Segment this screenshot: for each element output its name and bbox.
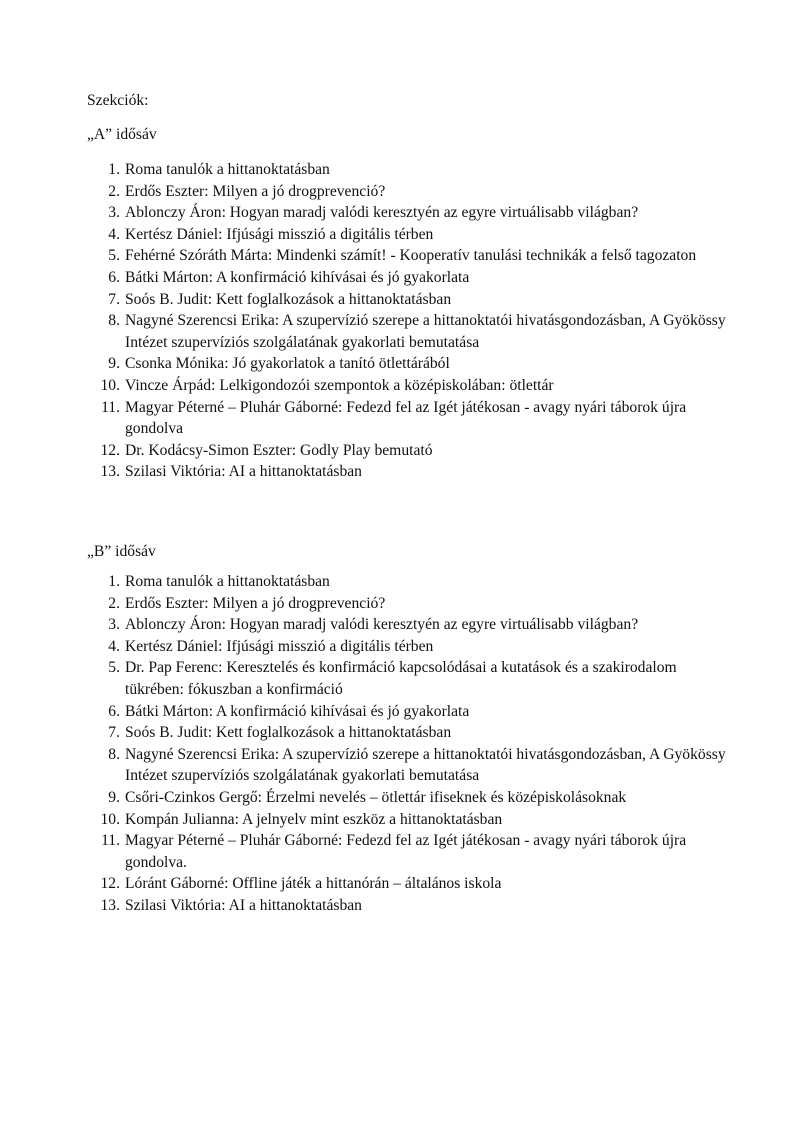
- item-text: Soós B. Judit: Kett foglalkozások a hittanoktatásban: [125, 724, 452, 742]
- item-number: 1.: [108, 161, 120, 178]
- item-text: Kertész Dániel: Ifjúsági misszió a digitális térben: [125, 637, 434, 655]
- item-text: Nagyné Szerencsi Erika: A szupervízió szerepe a hittanoktatói hivatásgondozásban, A Gyökössy Intézet szupervíziós szolgálatának gyakorlati bemutatása: [125, 312, 726, 351]
- item-number: 10.: [100, 810, 120, 828]
- list-item: [87, 571, 727, 593]
- item-number: 13.: [100, 896, 120, 914]
- item-text: Roma tanulók a hittanoktatásban: [125, 573, 330, 590]
- list-item: [87, 267, 727, 289]
- item-number: 13.: [100, 463, 120, 481]
- list-item: [87, 657, 727, 700]
- list-item: [87, 159, 727, 181]
- list-item: [87, 440, 727, 462]
- item-text: Bátki Márton: A konfirmáció kihívásai és jó gyakorlata: [125, 268, 470, 286]
- list-item: [87, 722, 727, 744]
- item-text: Soós B. Judit: Kett foglalkozások a hittanoktatásban: [125, 290, 452, 308]
- list-item: [87, 744, 727, 787]
- list-item: [87, 310, 727, 353]
- list-item: [87, 461, 727, 483]
- item-text: Dr. Kodácsy-Simon Eszter: Godly Play bemutató: [125, 441, 433, 459]
- item-number: 2.: [108, 594, 120, 612]
- item-number: 7.: [108, 290, 120, 308]
- item-text: Bátki Márton: A konfirmáció kihívásai és jó gyakorlata: [125, 702, 470, 720]
- list-item: [87, 830, 727, 873]
- item-text: Ablonczy Áron: Hogyan maradj valódi keresztyén az egyre virtuálisabb világban?: [125, 616, 639, 634]
- item-text: Szilasi Viktória: AI a hittanoktatásban: [125, 896, 362, 914]
- item-text: Lóránt Gáborné: Offline játék a hittanórán – általános iskola: [125, 875, 502, 893]
- section-b-heading: „B” idősáv: [87, 543, 156, 560]
- list-item: [87, 289, 727, 311]
- item-number: 5.: [108, 247, 120, 265]
- list-item: [87, 593, 727, 615]
- item-number: 9.: [108, 355, 120, 373]
- item-number: 10.: [100, 376, 120, 394]
- item-text: Erdős Eszter: Milyen a jó drogprevenció?: [125, 594, 386, 612]
- item-number: 8.: [108, 312, 120, 330]
- item-text: Kompán Julianna: A jelnyelv mint eszköz a hittanoktatásban: [125, 810, 503, 828]
- item-text: Magyar Péterné – Pluhár Gáborné: Fedezd fel az Igét játékosan - avagy nyári táborok újra gondolva: [125, 398, 687, 438]
- item-number: 9.: [108, 788, 120, 806]
- item-number: 12.: [100, 441, 120, 459]
- item-number: 3.: [108, 204, 120, 222]
- document-title: Szekciók:: [87, 92, 149, 109]
- item-number: 8.: [108, 745, 120, 763]
- list-item: [87, 202, 727, 224]
- item-text: Szilasi Viktória: AI a hittanoktatásban: [125, 463, 362, 481]
- list-item: [87, 245, 727, 267]
- item-number: 12.: [100, 875, 120, 893]
- item-number: 4.: [108, 225, 120, 243]
- item-number: 11.: [101, 832, 120, 850]
- item-text: Roma tanulók a hittanoktatásban: [125, 161, 330, 178]
- item-number: 6.: [108, 702, 120, 720]
- item-text: Kertész Dániel: Ifjúsági misszió a digitális térben: [125, 225, 434, 243]
- list-item: [87, 614, 727, 636]
- item-number: 4.: [108, 637, 120, 655]
- section-a-heading: „A” idősáv: [87, 126, 157, 143]
- list-item: [87, 873, 727, 895]
- item-number: 2.: [108, 182, 120, 200]
- list-item: [87, 809, 727, 831]
- item-number: 11.: [101, 398, 120, 416]
- list-item: [87, 353, 727, 375]
- list-item: [87, 181, 727, 203]
- item-number: 5.: [108, 659, 120, 677]
- item-text: Dr. Pap Ferenc: Keresztelés és konfirmáció kapcsolódásai a kutatások és a szakirodalom tükrében: fókuszban a konfirmáció: [125, 659, 677, 698]
- item-text: Csonka Mónika: Jó gyakorlatok a tanító ötlettárából: [125, 355, 450, 373]
- item-text: Magyar Péterné – Pluhár Gáborné: Fedezd fel az Igét játékosan - avagy nyári táborok újra gondolva.: [125, 832, 687, 871]
- list-item: [87, 375, 727, 397]
- item-number: 1.: [108, 573, 120, 590]
- list-item: [87, 636, 727, 658]
- section-b-list: [87, 571, 727, 917]
- item-text: Erdős Eszter: Milyen a jó drogprevenció?: [125, 182, 386, 200]
- item-text: Ablonczy Áron: Hogyan maradj valódi keresztyén az egyre virtuálisabb világban?: [125, 204, 639, 222]
- item-number: 7.: [108, 724, 120, 742]
- list-item: [87, 787, 727, 809]
- list-item: [87, 224, 727, 246]
- item-text: Vincze Árpád: Lelkigondozói szempontok a középiskolában: ötlettár: [125, 376, 554, 394]
- item-number: 6.: [108, 268, 120, 286]
- item-text: Nagyné Szerencsi Erika: A szupervízió szerepe a hittanoktatói hivatásgondozásban, A Gyökössy Intézet szupervíziós szolgálatának gyakorlati bemutatása: [125, 745, 726, 785]
- list-item: [87, 397, 727, 440]
- item-text: Csőri-Czinkos Gergő: Érzelmi nevelés – ötlettár ifiseknek és középiskolásoknak: [125, 788, 627, 806]
- section-a-list: [87, 159, 727, 483]
- list-item: [87, 701, 727, 723]
- list-item: [87, 895, 727, 917]
- item-number: 3.: [108, 616, 120, 634]
- item-text: Fehérné Szóráth Márta: Mindenki számít! - Kooperatív tanulási technikák a felső tagozaton: [125, 247, 697, 265]
